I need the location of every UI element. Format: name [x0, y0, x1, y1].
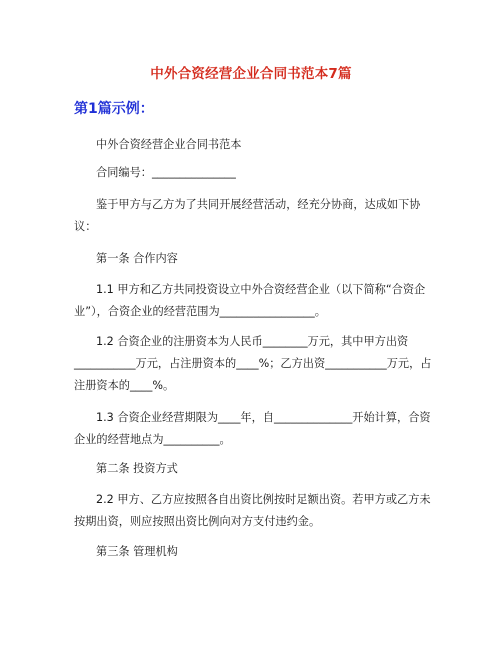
article-heading-1: 第一条 合作内容 [96, 252, 178, 265]
article-heading-2: 第二条 投资方式 [96, 462, 178, 475]
clause-1-3: 1.3 合资企业经营期限为____年，自______________开始计算，合资企业的经营地点为__________。 [74, 411, 431, 446]
clause-1-1: 1.1 甲方和乙方共同投资设立中外合资经营企业（以下简称“合资企业”），合资企业的经营范围为_________________。 [74, 283, 426, 318]
document-title: 中外合资经营企业合同书范本7篇 [150, 66, 352, 82]
article-heading-3: 第三条 管理机构 [96, 545, 178, 558]
clause-1-2: 1.2 合资企业的注册资本为人民币________万元，其中甲方出资___________万元，占注册资本的____%；乙方出资___________万元，占注册资本的____%。 [74, 335, 432, 392]
paragraph-contract-number: 合同编号：_______________ [96, 166, 236, 179]
paragraph-contract-name: 中外合资经营企业合同书范本 [96, 138, 242, 151]
clause-2-2: 2.2 甲方、乙方应按照各自出资比例按时足额出资。若甲方或乙方未按期出资，则应按照出资比例向对方支付违约金。 [74, 493, 431, 528]
section-heading: 第1篇示例： [74, 101, 154, 117]
paragraph-preamble: 鉴于甲方与乙方为了共同开展经营活动，经充分协商，达成如下协议： [74, 198, 421, 233]
